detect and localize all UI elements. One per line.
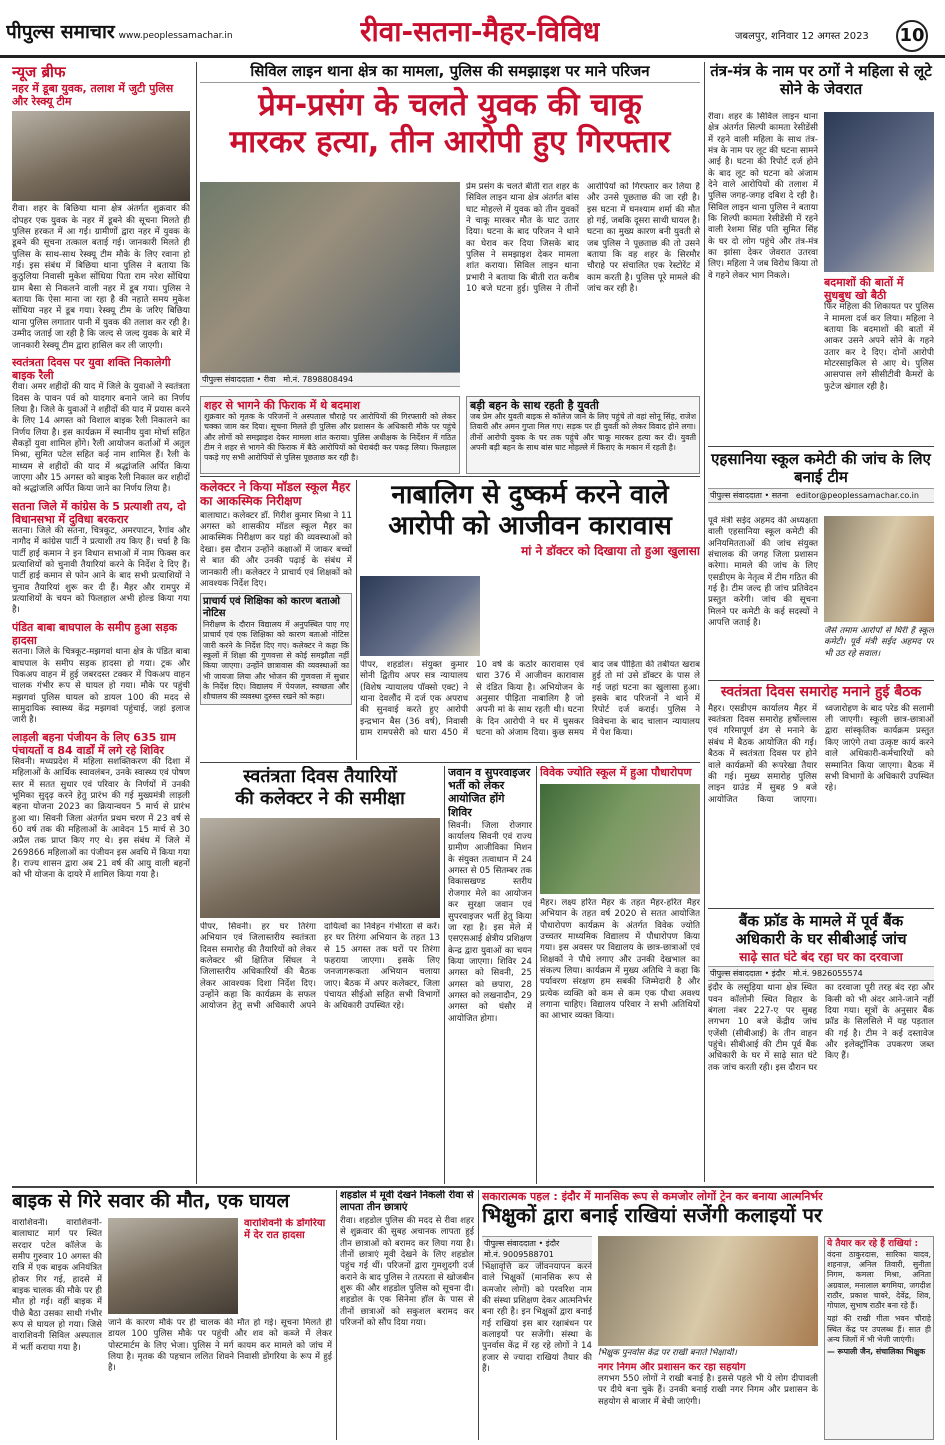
divider [478, 1190, 479, 1440]
section-title: रीवा-सतना-मैहर-विविध [360, 15, 600, 48]
lead-phone: मो.नं. 7898808494 [283, 375, 354, 384]
cbi-headline-line2: अधिकारी के घर सीबीआई जांच [735, 930, 907, 948]
cbi-headline-line1: बैंक फ्रॉड के मामले में पूर्व बैंक [738, 912, 904, 930]
plantation-photo [540, 784, 700, 894]
brief-headline-2: स्वतंत्रता दिवस पर युवा शक्ति निकालेगी बाइक रैली [12, 355, 171, 383]
divider [200, 762, 700, 763]
brief-text-2: रीवा। अमर शहीदों की याद में जिले के युवाओं ने स्वतंत्रता दिवस के पावन पर्व को यादगार बनाने जाने का निर्णय लिया है। जिले के युवाओं ने शहीदों की याद में प्रयास करने के लिए 14 अगस्त को विशाल बाइक रैली निकालने का निर्णय लिया है। इस कार्यक्रम में स्थानीय युवा मोर्चा सहित सैकड़ों युवा शामिल होंगे। रैली आयोजन कर्ताओं में अतुल मिश्रा, सुमित पटेल सहित कई नाम शामिल हैं। रैली के माध्यम से शहीदों की याद में श्रद्धांजलि अर्पित किया जाएगा और 15 अगस्त को बाइक रैली निकाल कर शहीदों को श्रद्धांजलि अर्पित किया जाने का निर्णय लिया है। [12, 382, 190, 495]
lead-escape-box [200, 396, 460, 474]
masthead [0, 0, 945, 58]
brief-headline-1: नहर में डूबा युवक, तलाश में जुटी पुलिस और रेस्क्यू टीम [12, 82, 174, 109]
dateline: जबलपुर, शनिवार 12 अगस्त 2023 [735, 31, 869, 42]
bike-subhead: वाराशिवनी के डोंगरिया में देर रात हादसा [244, 1218, 326, 1241]
review-headline-line2: की कलेक्टर ने की समीक्षा [235, 787, 405, 809]
collector-notice-text: निरीक्षण के दौरान विद्यालय में अनुपस्थित पाए गए प्राचार्य एवं एक शिक्षिका को कारण बताओ नोटिस जारी करने के निर्देश दिए गए। कलेक्टर ने कहा कि स्कूलों में शिक्षा की गुणवत्ता से कोई समझौता नहीं किया जाएगा। उन्होंने छात्रावास की व्यवस्थाओं का भी जायजा लिया और भोजन की गुणवत्ता में सुधार के निर्देश दिए। विद्यालय में पेयजल, स्वच्छता और शौचालय की व्यवस्था दुरुस्त रखने को कहा। [203, 620, 349, 702]
lead-headline-line1: प्रेम-प्रसंग के चलते युवक की चाकू [258, 87, 642, 123]
review-headline-line1: स्वतंत्रता दिवस तैयारियों [243, 766, 397, 787]
independence-headline: स्वतंत्रता दिवस समारोह मनाने हुई बैठक [720, 684, 922, 700]
news-brief-tag: न्यूज ब्रीफ [12, 63, 66, 81]
rakhi-signoff: — रूपाली जैन, संचालिका भिक्षुक [827, 1347, 926, 1357]
sidebox-text: जब प्रेम और युवती बाइक से कॉलेज जाने के लिए पहुंचे तो वहां सोनू सिंह, राजेश तिवारी और अमन गुप्ता मिल गए। सड़क पर ही युवती को लेकर विवाद होने लगा। तीनों आरोपी युवक के घर तक पहुंचे और चाकू मारकर हत्या कर दी। युवती अपनी बड़ी बहन के साथ बांस घाट मोहल्ले में किराए के मकान में रहती है। [470, 412, 696, 453]
camp-headline: जवान व सुपरवाइजर भर्ती को लेकर आयोजित होंगे शिविर [448, 766, 531, 819]
news-brief-column [12, 82, 190, 1184]
divider [196, 62, 197, 1184]
tantra-body: रीवा। शहर के सिविल लाइन थाना क्षेत्र अंतर्गत सिल्पी कामता रेसीडेंसी में रहने वाली महिला के साथ तंत्र-मंत्र के नाम पर लूट की घटना सामने आई है। घटना की रिपोर्ट दर्ज होने के बाद लूट को घटना को अंजाम देने वाले आरोपियों की तलाश में पुलिस जगह-जगह दबिश दे रही है। सिविल लाइन थाना पुलिस ने बताया कि शिल्पी कामता रेसीडेंसी में रहने वाली रेशमा सिंह पति सुमित सिंह के घर दो लोग पहुंचे और तंत्र-मंत्र का झांसा देकर जेवरात उतरवा लिए। महिला ने जब विरोध किया तो वे गहने लेकर भाग निकले। [708, 112, 818, 281]
lead-story [200, 62, 700, 474]
divider [200, 476, 700, 477]
rakhi-byline: पीपुल्स संवाददाता • इंदौर मो.नं. 9009588701 [482, 1236, 592, 1262]
cbi-subhead: साढ़े सात घंटे बंद रहा घर का दरवाजा [739, 950, 903, 964]
brief-headline-3: सतना जिले में कांग्रेस के 5 प्रत्याशी तय, दो विधानसभा में दुविधा बरकरार [12, 499, 186, 526]
collector-notice-box [200, 593, 352, 705]
ehsania-story [708, 450, 934, 678]
rakhi-sub-block [598, 1362, 818, 1440]
vivek-headline: विवेक ज्योति स्कूल में हुआ पौधारोपण [540, 766, 692, 779]
ehsania-email: editor@peoplessamachar.co.in [795, 491, 919, 500]
collector-body: बालाघाट। कलेक्टर डॉ. गिरीश कुमार मिश्रा ने 11 अगस्त को शासकीय मॉडल स्कूल मैहर का आकस्मिक निरीक्षण कर यहां की व्यवस्थाओं को देखा। इस दौरान उन्होंने कक्षाओं में जाकर बच्चों से बात की और उनकी पढ़ाई के संबंध में जानकारी ली। कलेक्टर ने प्राचार्य एवं शिक्षकों को आवश्यक निर्देश दिए। [200, 510, 352, 589]
jail-photo [360, 576, 480, 656]
brief-headline-5: लाड़ली बहना पंजीयन के लिए 635 ग्राम पंचायतों व 84 वार्डों में लगे रहे शिविर [12, 730, 176, 757]
ehsania-photo [824, 516, 934, 622]
divider [708, 446, 934, 447]
brief-text-4: सतना। जिले के चित्रकूट-मझगवां थाना क्षेत्र के पंडित बाबा बाघपाल के समीप सड़क हादसा हो गया। ट्रक और पिकअप वाहन में हुई जबरदस्त टक्कर में पिकअप वाहन चालक गंभीर रूप से घायल हो गया। मौके पर पहुंची मझगवां पुलिस घायल को डायल 100 की मदद से सामुदायिक स्वास्थ्य केंद्र मझगवां पहुंचाई, जहां इलाज जारी है। [12, 647, 190, 726]
bike-headline: बाइक से गिरे सवार की मौत, एक घायल [12, 1190, 290, 1212]
shahdol-headline: शहडोल में मूवी देखने निकली रीवा से लापता तीन छात्राएं [340, 1190, 474, 1213]
rakhi-body: भिक्षावृत्ति कर जीवनयापन करने वाले भिक्षुकों (मानसिक रूप से कमजोर लोगों) को परवरिश नाम की संस्था प्रशिक्षण देकर आत्मनिर्भर बना रही है। इन भिक्षुकों द्वारा बनाई गई राखियां इस बार रक्षाबंधन पर कलाइयों पर सजेंगी। संस्था के पुनर्वास केंद्र में रह रहे लोगों ने 14 हजार से ज्यादा राखियां तैयार की हैं। [482, 1262, 592, 1375]
lead-kicker: सिविल लाइन थाना क्षेत्र का मामला, पुलिस की समझाइश पर माने परिजन [200, 62, 700, 83]
ehsania-body: पूर्व मंत्री सईद अहमद की अध्यक्षता वाली एहसानिया स्कूल कमेटी की अनियमितताओं की जांच संयुक्त संचालक की जगह जिला प्रशासन करेगा। मामले की जांच के लिए एसडीएम के नेतृत्व में टीम गठित की गई है। टीम जल्द ही जांच प्रतिवेदन प्रस्तुत करेगी। जांच की सूचना मिलने पर कमेटी के कई सदस्यों ने आपत्ति जताई है। [708, 516, 818, 629]
cbi-byline: पीपुल्स संवाददाता • इंदौर मो.नं. 9826055574 [708, 966, 934, 981]
rakhi-sidebar [824, 1236, 934, 1440]
meeting-photo [200, 818, 440, 918]
brief-headline-4: पंडित बाबा बाघपाल के समीप हुआ सड़क हादसा [12, 620, 178, 647]
rakhi-side-text-2: यहां की राखी गीता भवन चौराहे स्थित केंद्र पर उपलब्ध हैं। सात ही अन्य जिलों में भी भेजी जाएंगी। [827, 1314, 931, 1345]
ehsania-byline: पीपुल्स संवाददाता • सतना editor@peoplessamachar.co.in [708, 488, 934, 503]
bike-accident-story [12, 1190, 332, 1440]
divider [708, 908, 934, 909]
divider [356, 480, 357, 760]
page-number: 10 [896, 20, 928, 52]
divider [336, 1190, 337, 1440]
bike-body: वाराशिवनी। वाराशिवनी-बालाघाट मार्ग पर स्थित सरदार पटेल कॉलेज के समीप गुरुवार 10 अगस्त की रात्रि में एक बाइक अनियंत्रित होकर गिर गई, हादसे में बाइक चालक की मौके पर ही मौत हो गई। वहीं बाइक में पीछे बैठा उसका साथी गंभीर रूप से घायल हो गया। जिसे वाराशिवनी सिविल अस्पताल में भर्ती कराया गया है। [12, 1218, 102, 1353]
minor-subhead: मां ने डॉक्टर को दिखाया तो हुआ खुलासा [521, 544, 700, 559]
collector-headline: कलेक्टर ने किया मॉडल स्कूल मैहर का आकस्मिक निरीक्षण [200, 480, 351, 509]
rakhi-photo [598, 1236, 818, 1346]
rakhi-phone: मो.नं. 9009588701 [484, 1250, 554, 1259]
rakhi-story [482, 1190, 934, 1440]
bike-body-2: जाने के कारण मौके पर ही चालक की मौत हो गई। सूचना मिलते ही डायल 100 पुलिस मौके पर पहुंची और शव को कब्जे में लेकर पोस्टमार्टम के लिए भेजा। पुलिस ने मर्ग कायम कर मामले को जांच में लिया है। मृतक की पहचान ललित शिवने निवासी डोंगरिया के रूप में हुई है। [108, 1318, 332, 1374]
minor-headline-line2: आरोपी को आजीवन कारावास [388, 511, 672, 542]
vivek-story [540, 766, 700, 1184]
rakhi-headline: भिक्षुकों द्वारा बनाई राखियां सजेंगी कलाइयों पर [482, 1203, 823, 1228]
divider [708, 680, 934, 681]
camp-story [448, 766, 532, 1184]
website-url: www.peoplessamachar.in [118, 31, 233, 41]
cbi-body: इंदौर के लसूड़िया थाना क्षेत्र स्थित पवन कॉलोनी स्थित विहार के बंगला नंबर 227-ए पर सुबह लगभग 10 बजे केंद्रीय जांच एजेंसी (सीबीआई) के तीन वाहन पहुंचे। सीबीआई की टीम पूर्व बैंक अधिकारी के घर में साढ़े सात घंटे तक जांच करती रही। इस दौरान घर का दरवाजा पूरी तरह बंद रहा और किसी को भी अंदर आने-जाने नहीं दिया गया। सूत्रों के अनुसार बैंक फ्रॉड के सिलसिले में यह पड़ताल की गई है। टीम ने कई दस्तावेज और इलेक्ट्रॉनिक उपकरण जब्त किए हैं। [708, 983, 934, 1073]
cbi-story [708, 912, 934, 1184]
escape-heading: शहर से भागने की फिराक में थे बदमाश [204, 399, 361, 412]
minor-headline-line1: नाबालिग से दुष्कर्म करने वाले [391, 480, 669, 510]
lead-photo [200, 182, 460, 372]
camp-body: सिवनी। जिला रोजगार कार्यालय सिवनी एवं राज्य ग्रामीण आजीविका मिशन के संयुक्त तत्वाधान में 24 अगस्त से 05 सितम्बर तक विकासखण्ड स्तरीय रोजगार मेले का आयोजन कर सुरक्षा जवान एवं सुपरवाइजर भर्ती हेतु किया जा रहा है। इस मेले में एसएसआई क्षेत्रीय प्रशिक्षण केन्द्र द्वारा युवाओं का चयन किया जाएगा। शिविर 24 अगस्त को सिवनी, 25 अगस्त को छपारा, 28 अगस्त को लखनादौन, 29 अगस्त को घंसौर में आयोजित होगा। [448, 820, 532, 1024]
divider [12, 1186, 934, 1188]
brief-text-5: सिवनी। मध्यप्रदेश में महिला सशक्तिकरण की दिशा में महिलाओं के आर्थिक स्वावलंबन, उनके स्वास्थ्य एवं पोषण स्तर में सतत सुधार एवं परिवार के निर्णयों में उनकी भूमिका सुदृढ़ करने हेतु प्रारंभ की गई मुख्यमंत्री लाड़ली बहना योजना 2023 का क्रियान्वयन 5 मार्च से प्रारंभ हुआ था। सिवनी जिला अंतर्गत प्रथम चरण में 23 वर्ष से 60 वर्ष तक की महिलाओं के आवेदन 15 मार्च से 30 अप्रैल तक प्राप्त किए गए थे। इस संबंध में जिले में 269866 महिलाओं का पंजीयन इस अवधि में किया गया है। राज्य शासन द्वारा अब 21 वर्ष की आयु वाली बहनों को भी योजना के दायरे में शामिल किया गया है। [12, 756, 190, 881]
minor-body: पीपर, शहडोल। संयुक्त कुमार सोनी द्वितीय अपर सत्र न्यायालय (विशेष न्यायालय पॉक्सो एक्ट) ने थाना देवलौंद में दर्ज एक अपराध की सुनवाई करते हुए आरोपी इन्द्रभान बैस (36 वर्ष), निवासी ग्राम रामपसेरी को धारा 450 में 10 वर्ष के कठोर कारावास एवं धारा 376 में आजीवन कारावास से दंडित किया है। अभियोजन के अनुसार पीड़िता नाबालिग है जो अपनी मां के साथ रहती थी। घटना के दिन आरोपी ने घर में घुसकर घटना को अंजाम दिया। कुछ समय बाद जब पीड़िता की तबीयत खराब हुई तो मां उसे डॉक्टर के पास ले गई जहां घटना का खुलासा हुआ। इसके बाद परिजनों ने थाने में रिपोर्ट दर्ज कराई। पुलिस ने विवेचना के बाद चालान न्यायालय में पेश किया। [360, 660, 700, 739]
ehsania-caption: जैसे तमाम आरोपों से घिरी है स्कूल कमेटी। पूर्व मंत्री सईद अहमद पर भी उठ रहे सवाल। [824, 626, 934, 659]
rakhi-subhead: नगर निगम और प्रशासन कर रहा सहयोग [598, 1362, 746, 1373]
review-body: पीपर, सिवनी। हर घर तिरंगा अभियान एवं जिलास्तरीय स्वतंत्रता दिवस समारोह की तैयारियों को लेकर कलेक्टर श्री क्षितिज सिंघल ने जिलास्तरीय अधिकारियों की बैठक लेकर आवश्यक दिशा निर्देश दिए। उन्होंने कहा कि कार्यक्रम के सफल आयोजन हेतु सभी अधिकारी अपने दायित्वों का निर्वहन गंभीरता से करें। हर घर तिरंगा अभियान के तहत 13 से 15 अगस्त तक घरों पर तिरंगा फहराया जाएगा। इसके लिए जनजागरूकता अभियान चलाया जाए। बैठक में अपर कलेक्टर, जिला पंचायत सीईओ सहित सभी विभागों के अधिकारी उपस्थित रहे। [200, 922, 440, 1012]
newspaper-logo: पीपुल्स समाचार www.peoplessamachar.in [6, 21, 233, 43]
tantra-photo [824, 112, 934, 272]
divider [704, 62, 705, 1182]
tantra-sub-block [824, 276, 934, 444]
lead-sidebox [466, 396, 700, 474]
rakhi-side-heading: ये तैयार कर रहे हैं राखियां : [827, 1239, 919, 1249]
rescue-photo [12, 111, 190, 201]
tantra-subhead: बदमाशों की बातों में सुधबुध खो बैठी [824, 276, 904, 303]
collector-notice-heading: प्राचार्य एवं शिक्षिका को कारण बताओ नोटिस [203, 596, 341, 620]
shahdol-story [340, 1190, 474, 1440]
lead-byline: पीपुल्स संवाददाता • रीवा मो.नं. 7898808494 [200, 372, 460, 387]
independence-meeting-story [708, 684, 934, 906]
rakhi-caption: भिक्षुक पुनर्वास केंद्र पर राखी बनाते भिक्षार्थी। [598, 1348, 737, 1358]
rakhi-body-2: लगभग 550 लोगों ने राखी बनाई है। इससे पहले भी ये लोग दीपावली पर दीये बना चुके हैं। उनकी बनाई राखी नगर निगम और प्रशासन के सहयोग से बाजार में बेची जाएंगी। [598, 1374, 818, 1407]
collector-story [200, 480, 352, 760]
escape-text: शुक्रवार को मृतक के परिजनों ने अस्पताल चौराहे पर आरोपियों की गिरफ्तारी को लेकर चक्का जाम कर दिया। सूचना मिलते ही पुलिस और प्रशासन के अधिकारी मौके पर पहुंचे और लोगों को समझाइश देकर मामला शांत कराया। पुलिस अधीक्षक के निर्देशन में गठित टीम ने शहर से भागने की फिराक में बैठे आरोपियों को घेराबंदी कर पकड़ लिया। फिलहाल पकड़े गए सभी आरोपियों से पुलिस पूछताछ कर रही है। [204, 412, 456, 463]
brief-text-3: सतना। जिले की सतना, चित्रकूट, अमरपाटन, रैगांव और नागौद में कांग्रेस पार्टी ने प्रत्याशी तय किए हैं। चर्चा है कि पार्टी हाई कमान ने इन विधान सभाओं में नाम फिक्स कर प्रत्याशियों को चुनावी तैयारियां करने के निर्देश दे दिए हैं। पार्टी हाई कमान से फोन आने के बाद सभी प्रत्याशियों ने चुनाव तैयारियां शुरू कर दी हैं। मैहर और रामपुर में प्रत्याशियों के चयन को फिलहाल अभी होल्ड किया गया है। [12, 526, 190, 616]
tantra-headline: तंत्र-मंत्र के नाम पर ठगों ने महिला से लूटे सोने के जेवरात [710, 62, 932, 98]
tantra-body-2: फिर महिला की शिकायत पर पुलिस ने मामला दर्ज कर लिया। महिला ने बताया कि बदमाशों की बातों में आकर उसने अपने सोने के गहने उतार कर दे दिए। दोनों आरोपी मोटरसाइकिल से आए थे। पुलिस आसपास लगे सीसीटीवी कैमरों के फुटेज खंगाल रही है। [824, 302, 934, 392]
rakhi-kicker: सकारात्मक पहल : इंदौर में मानसिक रूप से कमजोर लोगों ट्रेन कर बनाया आत्मनिर्भर [482, 1190, 823, 1203]
review-story [200, 766, 440, 1184]
lead-headline-line2: मारकर हत्या, तीन आरोपी हुए गिरफ्तार [229, 124, 671, 161]
rakhi-side-text: वंदना ठाकुरदास, सारिका यादव, शहनाज़, अनिल तिवारी, सुनीता निगम, कमला मिश्रा, अनिता अग्रवाल, मनालाल बगमिया, जगदीश राठौर, प्रकाश चावरे, देवेंद्र, शिव, गोपाल, सुभाष राठौर बना रहे हैं। [827, 1249, 931, 1311]
sidebox-heading: बड़ी बहन के साथ रहती है युवती [470, 399, 599, 412]
lead-body: प्रेम प्रसंग के चलते बीती रात शहर के सिविल लाइन थाना क्षेत्र अंतर्गत बांस घाट मोहल्ले में युवक को तीन युवकों ने चाकू मारकर मौत के घाट उतार दिया। घटना के बाद परिजन ने थाने का घेराव कर दिया जिसके बाद पुलिस ने समझाइश देकर मामला शांत कराया। सिविल लाइन थाना प्रभारी ने बताया कि बीती रात करीब 10 बजे घटना हुई। पुलिस ने तीनों आरोपियों को गिरफ्तार कर लिया है और उनसे पूछताछ की जा रही है। इस घटना में घनश्याम शर्मा की मौत हो गई, जबकि दूसरा साथी घायल है। घटना का मुख्य कारण बनी युवती से जब पुलिस ने पूछताछ की तो उसने बताया कि वह शहर के सिरमौर चौराहे पर संचालित एक रेस्टोरेंट में काम करती है। पुलिस पूरे मामले की जांच कर रही है। [466, 182, 700, 295]
independence-body: मैहर। एसडीएम कार्यालय मैहर में स्वतंत्रता दिवस समारोह हर्षोल्लास एवं गरिमापूर्ण ढंग से मनाने के संबंध में बैठक आयोजित की गई। बैठक में स्वतंत्रता दिवस पर होने वाले कार्यक्रमों की रूपरेखा तैयार की गई। मुख्य समारोह पुलिस लाइन ग्राउंड में सुबह 9 बजे आयोजित किया जाएगा। ध्वजारोहण के बाद परेड की सलामी ली जाएगी। स्कूली छात्र-छात्राओं द्वारा सांस्कृतिक कार्यक्रम प्रस्तुत किए जाएंगे तथा उत्कृष्ट कार्य करने वाले अधिकारी-कर्मचारियों को सम्मानित किया जाएगा। बैठक में सभी विभागों के अधिकारी उपस्थित रहे। [708, 703, 934, 805]
ehsania-headline: एहसानिया स्कूल कमेटी की जांच के लिए बनाई टीम [711, 450, 931, 486]
shahdol-body: रीवा। शहडोल पुलिस की मदद से रीवा शहर से शुक्रवार की सुबह अचानक लापता हुई तीन छात्राओं को बरामद कर लिया गया है। तीनों छात्राएं मूवी देखने के लिए शहडोल पहुंच गई थीं। परिजनों द्वारा गुमशुदगी दर्ज कराने के बाद पुलिस ने तत्परता से खोजबीन शुरू की और शहडोल पुलिस को सूचना दी। शहडोल के एक सिनेमा हॉल के पास से तीनों छात्राओं को सकुशल बरामद कर परिजनों को सौंप दिया गया। [340, 1216, 474, 1329]
accident-photo [108, 1218, 238, 1314]
divider [444, 766, 445, 1184]
vivek-body: मैहर। लक्ष्य हरित मैहर के तहत मैहर-हरित मैहर अभियान के तहत वर्ष 2020 से सतत आयोजित पौधारोपण कार्यक्रम के अंतर्गत विवेक ज्योति उच्चतर माध्यमिक विद्यालय में पौधारोपण किया गया। इस अवसर पर विद्यालय के छात्र-छात्राओं एवं शिक्षकों ने पौधे लगाए और उनकी देखभाल का संकल्प लिया। कार्यक्रम में मुख्य अतिथि ने कहा कि पर्यावरण संरक्षण हम सबकी जिम्मेदारी है और प्रत्येक व्यक्ति को कम से कम एक पौधा अवश्य लगाना चाहिए। विद्यालय परिवार ने सभी अतिथियों का आभार व्यक्त किया। [540, 898, 700, 1022]
tantra-story [708, 62, 934, 444]
divider [536, 766, 537, 1184]
cbi-phone: मो.नं. 9826055574 [792, 969, 863, 979]
brief-text-1: रीवा। शहर के बिछिया थाना क्षेत्र अंतर्गत शुक्रवार की दोपहर एक युवक के नहर में डूबने की सूचना मिलते ही पुलिस हरकत में आ गई। ग्रामीणों द्वारा नहर में युवक के डूबने की सूचना तत्काल बताई गई। जानकारी मिलते ही पुलिस के साथ-साथ रेस्क्यू टीम मौके के लिए रवाना हो गई। इस संबंध में बिछिया थाना पुलिस ने बताया कि कुठुलिया निवासी मुकेश सोंधिया पिता राम नरेश सोंधिया ग्राम बैसा से निकलने वाली नहर में डूब गया। पुलिस ने बताया कि ऐसा माना जा रहा है की नहाते समय मुकेश सोंधिया नहर में डूब गया। रेस्क्यू टीम के जरिए बिछिया थाना पुलिस लगातार पानी में युवक की तलाश कर रही है। उम्मीद जताई जा रही है कि जल्द से जल्द युवक के बारे में जानकारी रेस्क्यू टीम द्वारा हासिल कर ली जाएगी। [12, 204, 190, 351]
minor-conviction-story [360, 480, 700, 760]
